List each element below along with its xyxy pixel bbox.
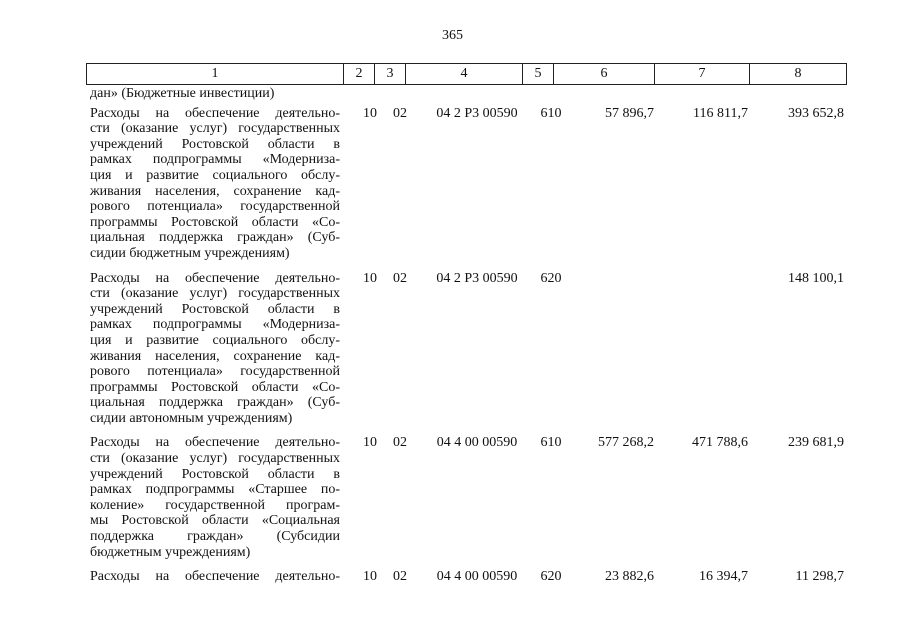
expense-type-code: 610 xyxy=(540,435,562,451)
description-line: Расходы на обеспечение деятельно- xyxy=(90,435,340,451)
column-header-year-2: 7 xyxy=(655,64,750,85)
description-line: живания населения, сохранение кад- xyxy=(90,183,340,199)
year-2-amount: 471 788,6 xyxy=(692,435,748,451)
description-line: циальная поддержка граждан» (Суб- xyxy=(90,395,340,411)
subsection-code: 02 xyxy=(393,270,407,286)
year-2-amount: 116 811,7 xyxy=(693,105,748,121)
year-3-amount: 239 681,9 xyxy=(788,435,844,451)
description-line: коление» государственной програм- xyxy=(90,497,340,513)
section-code: 10 xyxy=(363,435,377,451)
column-header-description: 1 xyxy=(87,64,344,85)
description-line: сти (оказание услуг) государственных xyxy=(90,286,340,302)
section-code: 10 xyxy=(363,569,377,585)
description-line: рамках подпрограммы «Модерниза- xyxy=(90,152,340,168)
description-line: ция и развитие социального обслу- xyxy=(90,167,340,183)
description-line: программы Ростовской области «Со- xyxy=(90,379,340,395)
description-line: ция и развитие социального обслу- xyxy=(90,332,340,348)
target-article-code: 04 2 P3 00590 xyxy=(436,270,518,286)
subsection-code: 02 xyxy=(393,435,407,451)
description-line: рамках подпрограммы «Модерниза- xyxy=(90,317,340,333)
description-line: циальная поддержка граждан» (Суб- xyxy=(90,230,340,246)
row-description xyxy=(86,86,340,102)
year-3-amount: 148 100,1 xyxy=(788,270,844,286)
table-row xyxy=(86,86,850,102)
description-line: сидии автономным учреждениям) xyxy=(90,410,293,426)
column-header-section: 2 xyxy=(344,64,375,85)
description-line: поддержка граждан» (Субсидии xyxy=(90,529,340,545)
description-line: сидии бюджетным учреждениям) xyxy=(90,245,290,261)
description-line: мы Ростовской области «Социальная xyxy=(90,513,340,529)
table-row xyxy=(86,271,850,427)
section-code: 10 xyxy=(363,105,377,121)
year-3-amount: 11 298,7 xyxy=(795,569,844,585)
row-description xyxy=(86,271,340,427)
year-1-amount: 577 268,2 xyxy=(598,435,654,451)
row-description xyxy=(86,106,340,262)
table-row xyxy=(86,106,850,262)
target-article-code: 04 2 P3 00590 xyxy=(436,105,518,121)
table-row xyxy=(86,569,850,585)
column-header-year-1: 6 xyxy=(554,64,655,85)
description-line: рового потенциала» государственной xyxy=(90,364,340,380)
column-header-row xyxy=(87,64,847,85)
target-article-code: 04 4 00 00590 xyxy=(436,569,518,585)
subsection-code: 02 xyxy=(393,569,407,585)
year-1-amount: 57 896,7 xyxy=(605,105,654,121)
description-line: рового потенциала» государственной xyxy=(90,199,340,215)
column-header-target-article: 4 xyxy=(406,64,523,85)
description-line: учреждений Ростовской области в xyxy=(90,136,340,152)
year-2-amount: 16 394,7 xyxy=(699,569,748,585)
row-description xyxy=(86,435,340,560)
description-line: рамках подпрограммы «Старшее по- xyxy=(90,482,340,498)
column-header-expense-type: 5 xyxy=(523,64,554,85)
section-code: 10 xyxy=(363,270,377,286)
column-header-table xyxy=(86,63,847,85)
expense-type-code: 620 xyxy=(540,569,562,585)
description-line: Расходы на обеспечение деятельно- xyxy=(90,270,340,286)
expense-type-code: 620 xyxy=(540,270,562,286)
page-number: 365 xyxy=(442,28,463,43)
expense-type-code: 610 xyxy=(540,105,562,121)
target-article-code: 04 4 00 00590 xyxy=(436,435,518,451)
year-3-amount: 393 652,8 xyxy=(788,105,844,121)
year-1-amount: 23 882,6 xyxy=(605,569,654,585)
description-line: учреждений Ростовской области в xyxy=(90,466,340,482)
column-header-year-3: 8 xyxy=(750,64,847,85)
table-row xyxy=(86,435,850,560)
row-description xyxy=(86,569,340,585)
budget-table-body xyxy=(86,86,850,585)
description-line: Расходы на обеспечение деятельно- xyxy=(90,105,340,121)
column-header-subsection: 3 xyxy=(375,64,406,85)
description-line: бюджетным учреждениям) xyxy=(90,544,251,560)
description-line: сти (оказание услуг) государственных xyxy=(90,121,340,137)
description-line: программы Ростовской области «Со- xyxy=(90,214,340,230)
description-line: учреждений Ростовской области в xyxy=(90,301,340,317)
description-line: живания населения, сохранение кад- xyxy=(90,348,340,364)
subsection-code: 02 xyxy=(393,105,407,121)
description-line: Расходы на обеспечение деятельно- xyxy=(90,569,340,585)
description-line: сти (оказание услуг) государственных xyxy=(90,451,340,467)
description-line: дан» (Бюджетные инвестиции) xyxy=(90,86,275,101)
